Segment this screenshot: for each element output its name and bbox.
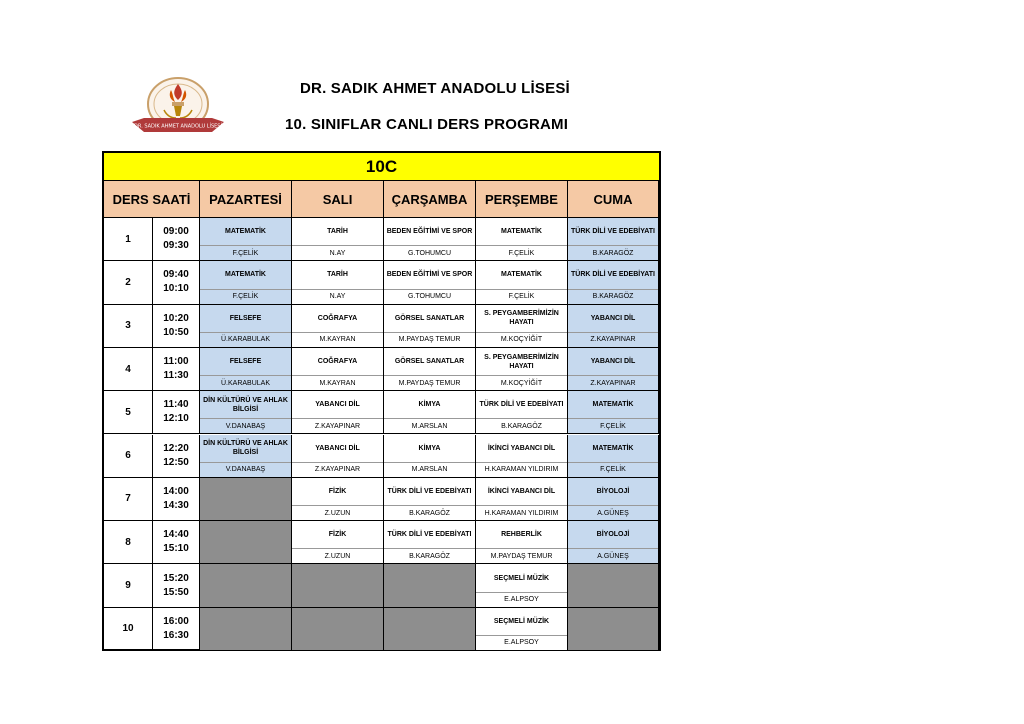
lesson-subject: SEÇMELİ MÜZİK — [493, 617, 550, 625]
lesson-subject: MATEMATİK — [592, 444, 634, 452]
period-number: 10 — [104, 608, 153, 651]
end-time: 14:30 — [163, 499, 189, 511]
end-time: 12:50 — [163, 456, 189, 468]
lesson-teacher: M.PAYDAŞ TEMUR — [384, 332, 475, 347]
lesson-teacher: B.KARAGÖZ — [568, 289, 658, 304]
lesson-cell-carsamba — [384, 218, 476, 261]
start-time: 14:00 — [163, 485, 189, 497]
end-time: 12:10 — [163, 413, 189, 425]
lesson-subject: TARİH — [327, 271, 348, 279]
lesson-subject: TÜRK DİLİ VE EDEBİYATI — [387, 531, 472, 539]
lesson-subject: BİYOLOJİ — [596, 487, 630, 495]
lesson-teacher: H.KARAMAN YILDIRIM — [476, 505, 567, 520]
start-time: 09:40 — [163, 269, 189, 281]
lesson-cell-carsamba — [384, 348, 476, 391]
lesson-subject: TÜRK DİLİ VE EDEBİYATI — [387, 487, 472, 495]
lesson-cell-sali — [292, 435, 384, 478]
end-time: 11:30 — [163, 370, 189, 382]
start-time: 10:20 — [163, 312, 189, 324]
lesson-subject: TÜRK DİLİ VE EDEBİYATI — [570, 228, 655, 236]
lesson-teacher: N.AY — [292, 245, 383, 260]
lesson-subject: BEDEN EĞİTİMİ VE SPOR — [386, 228, 473, 236]
end-time: 10:10 — [163, 283, 189, 295]
lesson-teacher: F.ÇELİK — [568, 462, 658, 477]
svg-text:DR. SADIK AHMET ANADOLU LİSESİ: DR. SADIK AHMET ANADOLU LİSESİ — [134, 123, 222, 130]
lesson-teacher: Z.KAYAPINAR — [568, 375, 658, 390]
lesson-subject: GÖRSEL SANATLAR — [394, 358, 465, 366]
lesson-teacher: Z.UZUN — [292, 505, 383, 520]
lesson-cell-carsamba — [384, 261, 476, 304]
lesson-subject: BEDEN EĞİTİMİ VE SPOR — [386, 271, 473, 279]
lesson-cell-carsamba — [384, 521, 476, 564]
empty-slot-cuma — [568, 608, 659, 651]
lesson-teacher: M.PAYDAŞ TEMUR — [384, 375, 475, 390]
lesson-cell-cuma — [568, 261, 659, 304]
lesson-cell-sali — [292, 391, 384, 434]
lesson-teacher: M.KAYRAN — [292, 375, 383, 390]
lesson-cell-pazartesi — [200, 305, 292, 348]
school-logo — [128, 74, 228, 140]
lesson-teacher: V.DANABAŞ — [200, 462, 291, 477]
lesson-subject: REHBERLİK — [501, 531, 542, 539]
lesson-cell-persembe — [476, 218, 568, 261]
lesson-teacher: E.ALPSOY — [476, 592, 567, 607]
period-number: 8 — [104, 521, 153, 564]
period-number: 7 — [104, 478, 153, 521]
lesson-cell-persembe — [476, 348, 568, 391]
lesson-teacher: M.KOÇYİĞİT — [476, 375, 567, 390]
lesson-subject: YABANCI DİL — [315, 444, 360, 452]
period-time — [153, 348, 200, 391]
start-time: 15:20 — [163, 572, 189, 584]
lesson-cell-persembe — [476, 305, 568, 348]
period-time — [153, 305, 200, 348]
lesson-cell-pazartesi — [200, 435, 292, 478]
lesson-subject: FELSEFE — [229, 314, 262, 322]
lesson-subject: DİN KÜLTÜRÜ VE AHLAK BİLGİSİ — [203, 440, 288, 457]
lesson-cell-pazartesi — [200, 261, 292, 304]
lesson-teacher: H.KARAMAN YILDIRIM — [476, 462, 567, 477]
lesson-cell-cuma — [568, 478, 659, 521]
period-number: 1 — [104, 218, 153, 261]
lesson-subject: İKİNCİ YABANCI DİL — [487, 487, 556, 495]
empty-slot-pazartesi — [200, 521, 292, 564]
lesson-cell-pazartesi — [200, 348, 292, 391]
period-time — [153, 564, 200, 607]
header-sali: SALI — [292, 181, 384, 218]
lesson-subject: MATEMATİK — [501, 228, 542, 236]
lesson-teacher: G.TOHUMCU — [384, 289, 475, 304]
lesson-teacher: B.KARAGÖZ — [568, 245, 658, 260]
lesson-cell-carsamba — [384, 391, 476, 434]
end-time: 15:50 — [163, 586, 189, 598]
lesson-teacher: B.KARAGÖZ — [384, 548, 475, 563]
lesson-subject: MATEMATİK — [225, 271, 266, 279]
period-time — [153, 435, 200, 478]
period-number: 6 — [104, 435, 153, 478]
lesson-cell-sali — [292, 521, 384, 564]
lesson-subject: SEÇMELİ MÜZİK — [493, 574, 550, 582]
lesson-subject: FELSEFE — [229, 358, 262, 366]
school-name: DR. SADIK AHMET ANADOLU LİSESİ — [300, 80, 570, 97]
lesson-subject: FİZİK — [328, 487, 347, 495]
lesson-subject: MATEMATİK — [225, 228, 266, 236]
header-cuma: CUMA — [568, 181, 659, 218]
period-number: 4 — [104, 348, 153, 391]
lesson-cell-cuma — [568, 348, 659, 391]
lesson-cell-cuma — [568, 521, 659, 564]
header-persembe: PERŞEMBE — [476, 181, 568, 218]
period-time — [153, 478, 200, 521]
lesson-subject: KİMYA — [418, 401, 441, 409]
lesson-cell-cuma — [568, 435, 659, 478]
lesson-cell-carsamba — [384, 305, 476, 348]
lesson-teacher: M.ARSLAN — [384, 418, 475, 433]
lesson-cell-carsamba — [384, 435, 476, 478]
lesson-teacher: F.ÇELİK — [476, 245, 567, 260]
header-ders-saati: DERS SAATİ — [104, 181, 200, 218]
lesson-teacher: E.ALPSOY — [476, 635, 567, 650]
lesson-cell-persembe — [476, 391, 568, 434]
lesson-subject: S. PEYGAMBERİMİZİN HAYATI — [484, 353, 559, 370]
start-time: 14:40 — [163, 529, 189, 541]
lesson-teacher: G.TOHUMCU — [384, 245, 475, 260]
lesson-subject: YABANCI DİL — [590, 358, 636, 366]
lesson-subject: TÜRK DİLİ VE EDEBİYATI — [570, 271, 655, 279]
lesson-teacher: N.AY — [292, 289, 383, 304]
lesson-cell-persembe — [476, 435, 568, 478]
start-time: 16:00 — [163, 615, 189, 627]
start-time: 11:00 — [163, 356, 189, 368]
lesson-teacher: F.ÇELİK — [200, 289, 291, 304]
period-time — [153, 218, 200, 261]
lesson-cell-sali — [292, 218, 384, 261]
lesson-subject: TÜRK DİLİ VE EDEBİYATI — [479, 401, 564, 409]
start-time: 09:00 — [163, 226, 189, 238]
class-name-band: 10C — [104, 153, 659, 181]
lesson-subject: TARİH — [327, 228, 348, 236]
period-time — [153, 608, 200, 651]
period-number: 9 — [104, 564, 153, 607]
lesson-teacher: M.KAYRAN — [292, 332, 383, 347]
empty-slot-pazartesi — [200, 564, 292, 607]
lesson-cell-persembe — [476, 261, 568, 304]
lesson-teacher: M.ARSLAN — [384, 462, 475, 477]
end-time: 15:10 — [163, 543, 189, 555]
lesson-teacher: Z.KAYAPINAR — [292, 418, 383, 433]
lesson-cell-persembe — [476, 608, 568, 651]
period-time — [153, 261, 200, 304]
lesson-teacher: B.KARAGÖZ — [476, 418, 567, 433]
lesson-teacher: V.DANABAŞ — [200, 418, 291, 433]
end-time: 10:50 — [163, 326, 189, 338]
program-title: 10. SINIFLAR CANLI DERS PROGRAMI — [285, 116, 569, 133]
period-number: 3 — [104, 305, 153, 348]
lesson-teacher: Z.KAYAPINAR — [292, 462, 383, 477]
period-time — [153, 521, 200, 564]
lesson-cell-pazartesi — [200, 391, 292, 434]
lesson-cell-sali — [292, 348, 384, 391]
empty-slot-pazartesi — [200, 608, 292, 651]
schedule-table — [102, 151, 661, 651]
lesson-subject: KİMYA — [418, 444, 441, 452]
start-time: 12:20 — [163, 442, 189, 454]
lesson-subject: DİN KÜLTÜRÜ VE AHLAK BİLGİSİ — [203, 396, 288, 413]
end-time: 09:30 — [163, 240, 189, 252]
lesson-teacher: A.GÜNEŞ — [568, 548, 658, 563]
lesson-cell-carsamba — [384, 478, 476, 521]
lesson-cell-sali — [292, 478, 384, 521]
lesson-teacher: M.KOÇYİĞİT — [476, 332, 567, 347]
period-time — [153, 391, 200, 434]
lesson-teacher: B.KARAGÖZ — [384, 505, 475, 520]
lesson-subject: İKİNCİ YABANCI DİL — [487, 444, 556, 452]
start-time: 11:40 — [163, 399, 189, 411]
lesson-cell-persembe — [476, 478, 568, 521]
lesson-teacher: Z.UZUN — [292, 548, 383, 563]
lesson-teacher: Ü.KARABULAK — [200, 332, 291, 347]
empty-slot-pazartesi — [200, 478, 292, 521]
lesson-teacher: F.ÇELİK — [476, 289, 567, 304]
lesson-subject: COĞRAFYA — [317, 358, 358, 366]
lesson-subject: GÖRSEL SANATLAR — [394, 314, 465, 322]
lesson-teacher: Ü.KARABULAK — [200, 375, 291, 390]
empty-slot-cuma — [568, 564, 659, 607]
lesson-cell-cuma — [568, 391, 659, 434]
lesson-subject: MATEMATİK — [501, 271, 542, 279]
end-time: 16:30 — [163, 629, 189, 641]
empty-slot-sali — [292, 564, 384, 607]
lesson-teacher: F.ÇELİK — [200, 245, 291, 260]
lesson-subject: S. PEYGAMBERİMİZİN HAYATI — [484, 310, 559, 327]
lesson-teacher: F.ÇELİK — [568, 418, 658, 433]
lesson-subject: BİYOLOJİ — [596, 531, 630, 539]
lesson-cell-persembe — [476, 521, 568, 564]
period-number: 2 — [104, 261, 153, 304]
lesson-cell-cuma — [568, 305, 659, 348]
lesson-subject: YABANCI DİL — [590, 314, 636, 322]
lesson-subject: MATEMATİK — [592, 401, 634, 409]
lesson-cell-pazartesi — [200, 218, 292, 261]
lesson-cell-sali — [292, 305, 384, 348]
lesson-teacher: M.PAYDAŞ TEMUR — [476, 548, 567, 563]
empty-slot-sali — [292, 608, 384, 651]
lesson-cell-cuma — [568, 218, 659, 261]
lesson-teacher: A.GÜNEŞ — [568, 505, 658, 520]
lesson-teacher: Z.KAYAPINAR — [568, 332, 658, 347]
lesson-subject: FİZİK — [328, 531, 347, 539]
header-pazartesi: PAZARTESİ — [200, 181, 292, 218]
header-carsamba: ÇARŞAMBA — [384, 181, 476, 218]
lesson-cell-sali — [292, 261, 384, 304]
lesson-cell-persembe — [476, 564, 568, 607]
empty-slot-carsamba — [384, 564, 476, 607]
empty-slot-carsamba — [384, 608, 476, 651]
lesson-subject: YABANCI DİL — [315, 401, 360, 409]
period-number: 5 — [104, 391, 153, 434]
lesson-subject: COĞRAFYA — [317, 314, 358, 322]
